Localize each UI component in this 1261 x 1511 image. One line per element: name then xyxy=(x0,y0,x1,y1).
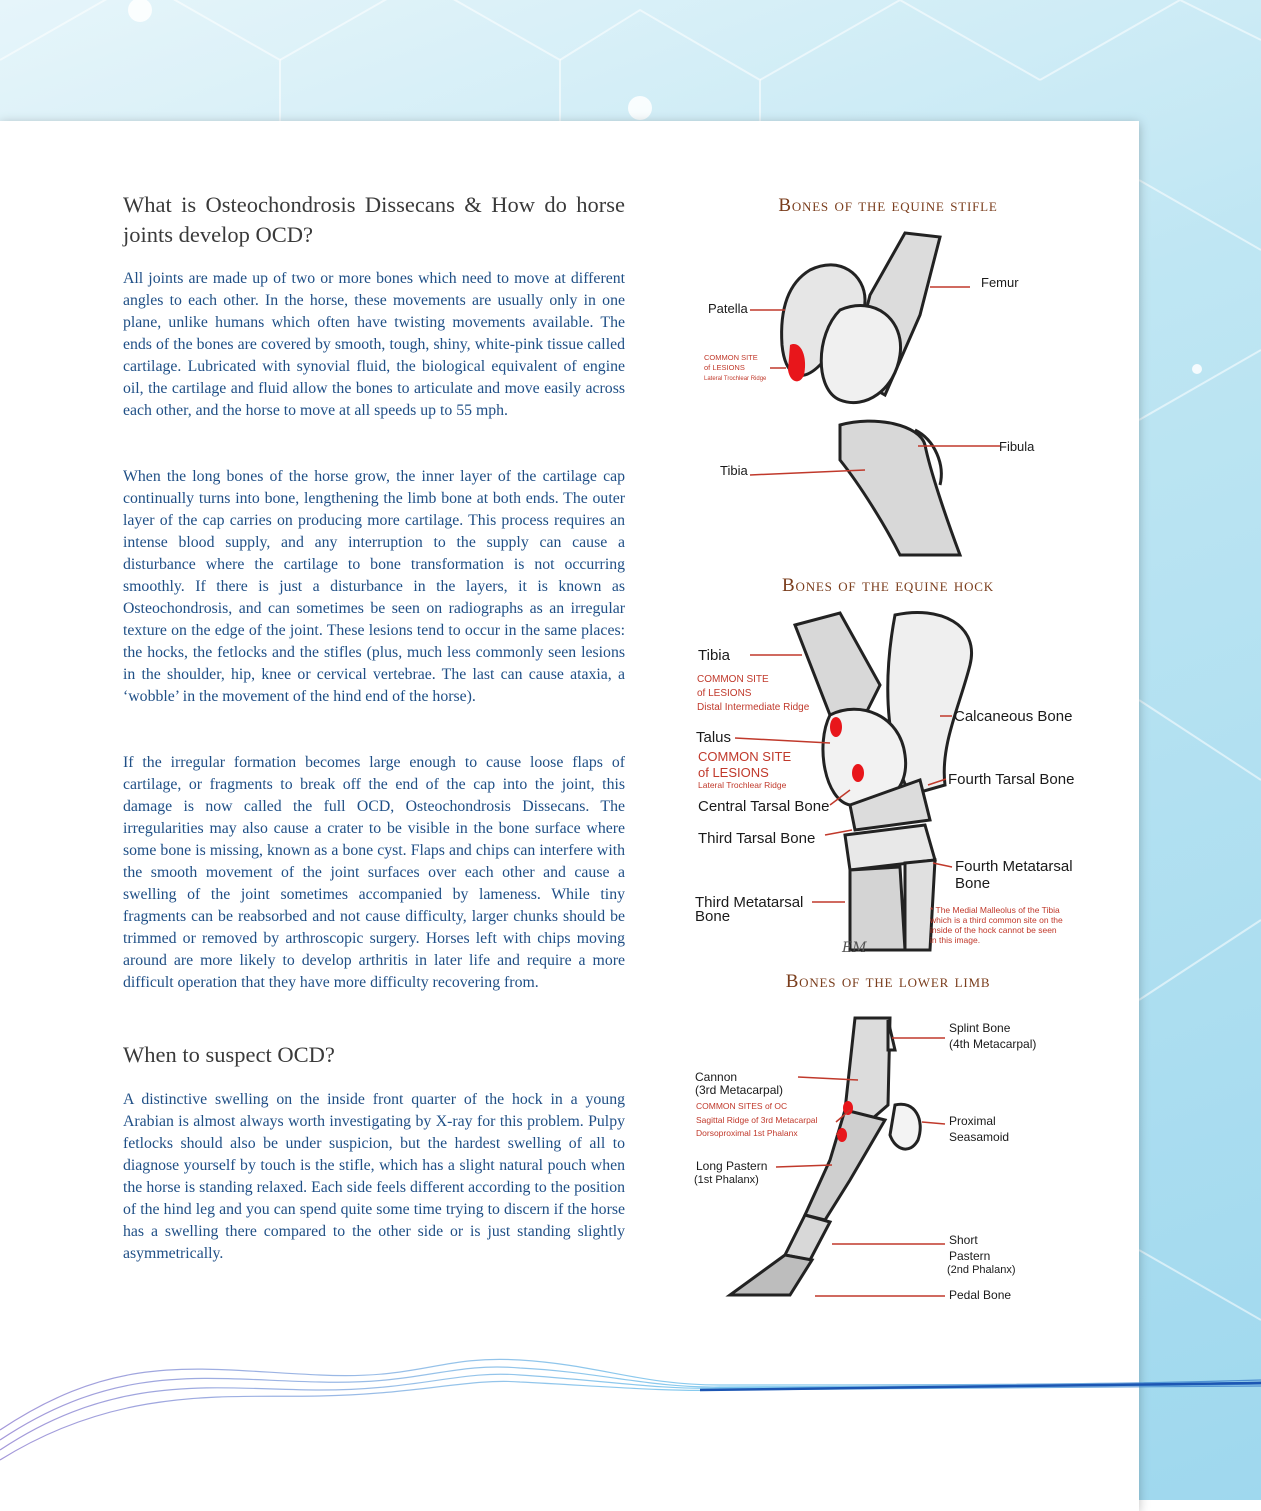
hock-label-central-tarsal: Central Tarsal Bone xyxy=(698,798,830,815)
hock-label-fourth-metatarsal-line2: Bone xyxy=(955,875,991,892)
hock-label-cs1-line1: COMMON SITE xyxy=(697,674,769,685)
stifle-diagram xyxy=(690,225,1070,570)
hock-lesion-mark-1 xyxy=(830,717,842,737)
lower-limb-lesion-mark-1 xyxy=(843,1101,853,1115)
artist-signature: EM xyxy=(842,940,867,956)
figure-heading-stifle: Bones of the equine stifle xyxy=(778,195,998,216)
lower-limb-label-long-pastern-line2: (1st Phalanx) xyxy=(694,1174,759,1186)
lower-limb-label-splint-line2: (4th Metacarpal) xyxy=(949,1037,1037,1051)
lower-limb-diagram xyxy=(690,1010,1070,1310)
hock-label-cs2-line1: COMMON SITE xyxy=(698,749,792,764)
hock-note-line1: * The Medial Malleolus of the Tibia xyxy=(930,905,1060,915)
hock-note-line4: in this image. xyxy=(930,935,981,945)
lower-limb-label-splint-line1: Splint Bone xyxy=(949,1021,1011,1035)
hock-bones-illustration xyxy=(795,612,972,950)
lower-limb-label-cannon-line1: Cannon xyxy=(695,1070,738,1084)
lower-limb-label-proximal-line2: Seasamoid xyxy=(949,1130,1010,1144)
hock-label-cs2-line3: Lateral Trochlear Ridge xyxy=(698,780,787,790)
stifle-label-common-site-3: Lateral Trochlear Ridge xyxy=(704,376,767,382)
lower-limb-label-long-pastern-line1: Long Pastern xyxy=(696,1159,768,1173)
hock-label-tibia: Tibia xyxy=(698,647,730,664)
lower-limb-label-cs-line2: Sagittal Ridge of 3rd Metacarpal xyxy=(696,1115,818,1125)
body-paragraph-1: All joints are made up of two or more bones which need to move at different angles to each other. In the horse, these movements are usually only in one plane, unlike humans which often have twisting movements available. The ends of the bones are covered by smooth, tough, shiny, white-pink tissue called cartilage. Lubricated with synovial fluid, the biological equivalent of engine oil, the cartilage and fluid allow the bones to articulate and move easily across each other, and the horse to move at all speeds up to 55 mph. xyxy=(123,270,625,419)
lower-limb-bones-illustration xyxy=(730,1018,920,1295)
hock-label-third-metatarsal-line2: Bone xyxy=(695,908,731,925)
hock-label-cs2-line2: of LESIONS xyxy=(698,765,769,780)
hock-label-calcaneous: Calcaneous Bone xyxy=(954,708,1073,725)
lower-limb-label-proximal-line1: Proximal xyxy=(949,1114,996,1128)
lower-limb-label-short-line1: Short xyxy=(949,1233,978,1247)
figure-heading-hock: Bones of the equine hock xyxy=(782,575,994,596)
stifle-label-common-site-2: of LESIONS xyxy=(704,363,745,372)
stifle-label-tibia: Tibia xyxy=(720,463,748,478)
hock-label-fourth-tarsal: Fourth Tarsal Bone xyxy=(948,771,1075,788)
hock-note-line2: which is a third common site on the xyxy=(930,915,1063,925)
hock-label-third-metatarsal-line1: Third Metatarsal xyxy=(695,894,804,911)
stifle-label-fibula: Fibula xyxy=(999,439,1035,454)
body-paragraph-4: A distinctive swelling on the inside front quarter of the hock in a young Arabian is almost always worth investigating by X-ray for this problem. Pulpy fetlocks should also be under suspicion, but the hardest swelling of all to diagnose yourself by touch is the stifle, which has a slight natural pouch when the horse is standing relaxed. Each side feels different according to the position of the hind leg and you can spend quite some time trying to discern if the horse has a swelling there compared to the other side or is just standing slightly asymmetrically. xyxy=(123,1091,625,1262)
hock-label-cs1-line3: Distal Intermediate Ridge xyxy=(697,702,810,713)
stifle-label-femur: Femur xyxy=(981,275,1019,290)
lower-limb-label-cs-line1: COMMON SITES of OC xyxy=(696,1101,788,1111)
lower-limb-label-cannon-line2: (3rd Metacarpal) xyxy=(695,1083,784,1097)
stifle-label-patella: Patella xyxy=(708,301,748,316)
section-title-when-to-suspect: When to suspect OCD? xyxy=(123,1042,335,1067)
lower-limb-label-pedal: Pedal Bone xyxy=(949,1288,1012,1302)
hock-label-talus: Talus xyxy=(696,729,732,746)
body-paragraph-3: If the irregular formation becomes large enough to cause loose flaps of cartilage, or fragments to break off the end of the cap into the joint, this damage is now called the full OCD, Osteochondrosis Dissecans. The irregularities may also cause a crater to be visible in the bone surface where some bone is missing, known as a bone cyst. Flaps and chips can interfere with the smooth movement of the joint surfaces over each other and cause a swelling of the joint sometimes accompanied by lameness. While tiny fragments can be reabsorbed and not cause difficulty, larger chunks should be trimmed or removed by arthroscopic surgery. Horses left with chips moving around are more likely to develop arthritis in later life and require a more difficult operation that they have more difficulty recovering from. xyxy=(123,754,625,991)
hock-label-fourth-metatarsal-line1: Fourth Metatarsal xyxy=(955,858,1073,875)
lower-limb-label-short-line3: (2nd Phalanx) xyxy=(947,1264,1016,1276)
hock-diagram xyxy=(690,605,1090,960)
hock-lesion-mark-2 xyxy=(852,764,864,782)
hock-label-third-tarsal: Third Tarsal Bone xyxy=(698,830,816,847)
decorative-wave xyxy=(0,1330,1261,1500)
hock-label-cs1-line2: of LESIONS xyxy=(697,688,752,699)
stifle-label-common-site-1: COMMON SITE xyxy=(704,353,758,362)
stifle-bones-illustration xyxy=(782,233,960,555)
figure-heading-lower-limb: Bones of the lower limb xyxy=(785,971,991,992)
article-title: What is Osteochondrosis Dissecans & How do horse joints develop OCD? xyxy=(123,192,625,247)
lower-limb-label-short-line2: Pastern xyxy=(949,1249,991,1263)
lower-limb-label-cs-line3: Dorsoproximal 1st Phalanx xyxy=(696,1128,798,1138)
hock-note-line3: inside of the hock cannot be seen xyxy=(930,925,1057,935)
body-paragraph-2: When the long bones of the horse grow, the inner layer of the cartilage cap continually turns into bone, lengthening the limb bone at both ends. The outer layer of the cap carries on producing more cartilage. This process requires an intense blood supply, and any interruption to the supply can cause a disturbance where the cartilage to bone transformation is not occurring smoothly. If there is just a disturbance in the layers, it is known as Osteochondrosis, and can sometimes be seen on radiographs as an irregular texture on the edge of the joint. These lesions tend to occur in the same places: the hocks, the fetlocks and the stifles (plus, much less commonly seen lesions in the shoulder, hip, knee or cervical vertebrae. The last can cause ataxia, a ‘wobble’ in the movement of the hind end of the horse). xyxy=(123,468,625,705)
